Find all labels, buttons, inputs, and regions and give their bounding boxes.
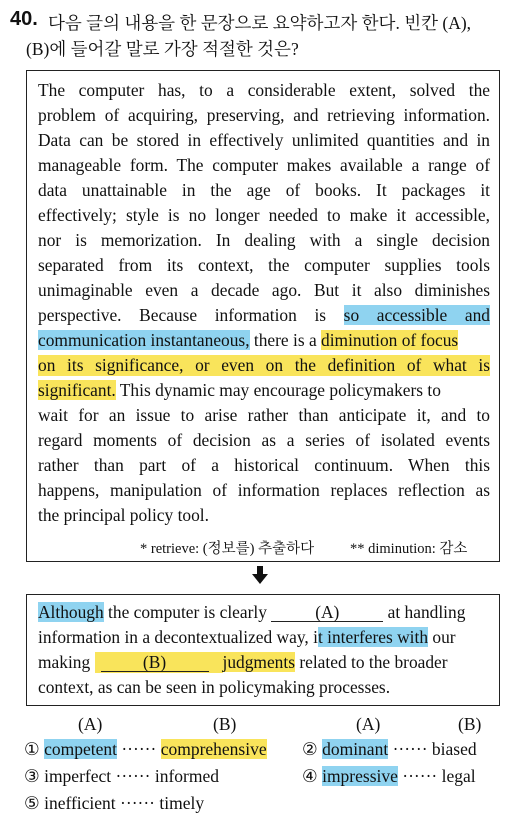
passage-line: unimaginable even a decade ago. But it also diminishes (38, 280, 490, 300)
summary-line (38, 627, 456, 648)
choice-1[interactable] (24, 739, 267, 760)
choices-header-b: (B) (458, 714, 482, 734)
passage-line: The computer has, to a considerable extent, solved the (38, 80, 490, 100)
choice-a-text: competent (44, 739, 117, 759)
passage-line: wait for an issue to arise rather than anticipate it, and to (38, 405, 490, 425)
choice-b-text: biased (431, 739, 477, 759)
blank-a: (A) (271, 604, 383, 622)
highlight-yellow: significant. (38, 380, 116, 400)
choice-number: ② (302, 739, 318, 759)
passage-line: separated from its context, the computer supplies tools (38, 255, 490, 275)
blank-b: (B) (101, 654, 209, 672)
question-prompt-line-2: (B)에 들어갈 말로 가장 적절한 것은? (26, 39, 299, 59)
passage-line: happens, manipulation of information replaces reflection as (38, 480, 490, 500)
choice-number: ④ (302, 766, 318, 786)
passage-line: the principal policy tool. (38, 505, 209, 525)
choice-a-text: dominant (322, 739, 389, 759)
footnote-diminution: ** diminution: 감소 (350, 541, 468, 557)
highlight-blue: so accessible and (343, 305, 490, 325)
passage-line (38, 305, 490, 326)
summary-line: context, as can be seen in policymaking processes. (38, 677, 391, 697)
passage-line (38, 380, 441, 401)
choice-dots: ······ (402, 766, 438, 786)
summary-text-span: making (38, 652, 95, 672)
choice-number: ⑤ (24, 793, 40, 813)
passage-text-span: This dynamic may encourage policymakers to (115, 380, 441, 400)
passage-text-span: perspective. Because information is (38, 305, 344, 325)
choices-header-a: (A) (78, 714, 103, 734)
passage-line: nor is memorization. In dealing with a single decision (38, 230, 490, 250)
passage-line: Data can be stored in effectively unlimited quantities and in (38, 130, 490, 150)
highlight-yellow (95, 652, 223, 673)
choice-dots: ······ (120, 793, 156, 813)
choice-b-text: timely (159, 793, 205, 813)
choices-header-a: (A) (356, 714, 381, 734)
choice-a-text: impressive (322, 766, 398, 786)
choices-header-b: (B) (213, 714, 237, 734)
summary-line (38, 652, 448, 673)
choice-a-text: inefficient (44, 793, 116, 813)
choice-2[interactable] (302, 739, 477, 760)
choice-3[interactable] (24, 766, 219, 787)
choice-4[interactable] (302, 766, 476, 787)
choice-b-text: legal (441, 766, 476, 786)
choice-dots: ······ (392, 739, 428, 759)
choice-5[interactable] (24, 793, 204, 814)
passage-line: data unattainable in the age of books. It packages it (38, 180, 490, 200)
highlight-blue: t interferes with (317, 627, 429, 647)
passage-line: problem of acquiring, preserving, and retrieving information. (38, 105, 490, 125)
passage-line: regard moments of decision as a series of isolated events (38, 430, 490, 450)
footnote-retrieve: * retrieve: (정보를) 추출하다 (140, 541, 315, 557)
down-arrow-icon (252, 566, 268, 589)
choice-b-text: comprehensive (160, 739, 267, 759)
highlight-yellow: diminution of focus (321, 330, 459, 350)
question-number: 40. (10, 8, 38, 30)
summary-text-span: at handling (383, 602, 466, 622)
choice-dots: ······ (115, 766, 151, 786)
summary-text-span: the computer is clearly (103, 602, 272, 622)
passage-line: rather than part of a historical continuum. When this (38, 455, 490, 475)
summary-text-span: our (428, 627, 456, 647)
highlight-blue: Although (38, 602, 104, 622)
choice-dots: ······ (121, 739, 157, 759)
highlight-yellow-line: on its significance, or even on the definition of what is (38, 355, 490, 375)
highlight-blue: communication instantaneous, (38, 330, 250, 350)
passage-text-span: there is a (249, 330, 322, 350)
choice-number: ① (24, 739, 40, 759)
passage-line (38, 330, 458, 351)
highlight-yellow: judgments (222, 652, 295, 672)
choice-a-text: imperfect (44, 766, 112, 786)
question-prompt-line-1: 다음 글의 내용을 한 문장으로 요약하고자 한다. 빈칸 (A), (48, 13, 472, 33)
summary-text-span: information in a decontextualized way, i (38, 627, 318, 647)
passage-line: manageable form. The computer makes available a range of (38, 155, 490, 175)
choice-b-text: informed (154, 766, 219, 786)
passage-line: effectively; style is no longer needed to make it accessible, (38, 205, 490, 225)
summary-line (38, 602, 465, 623)
summary-text-span: related to the broader (294, 652, 448, 672)
choice-number: ③ (24, 766, 40, 786)
